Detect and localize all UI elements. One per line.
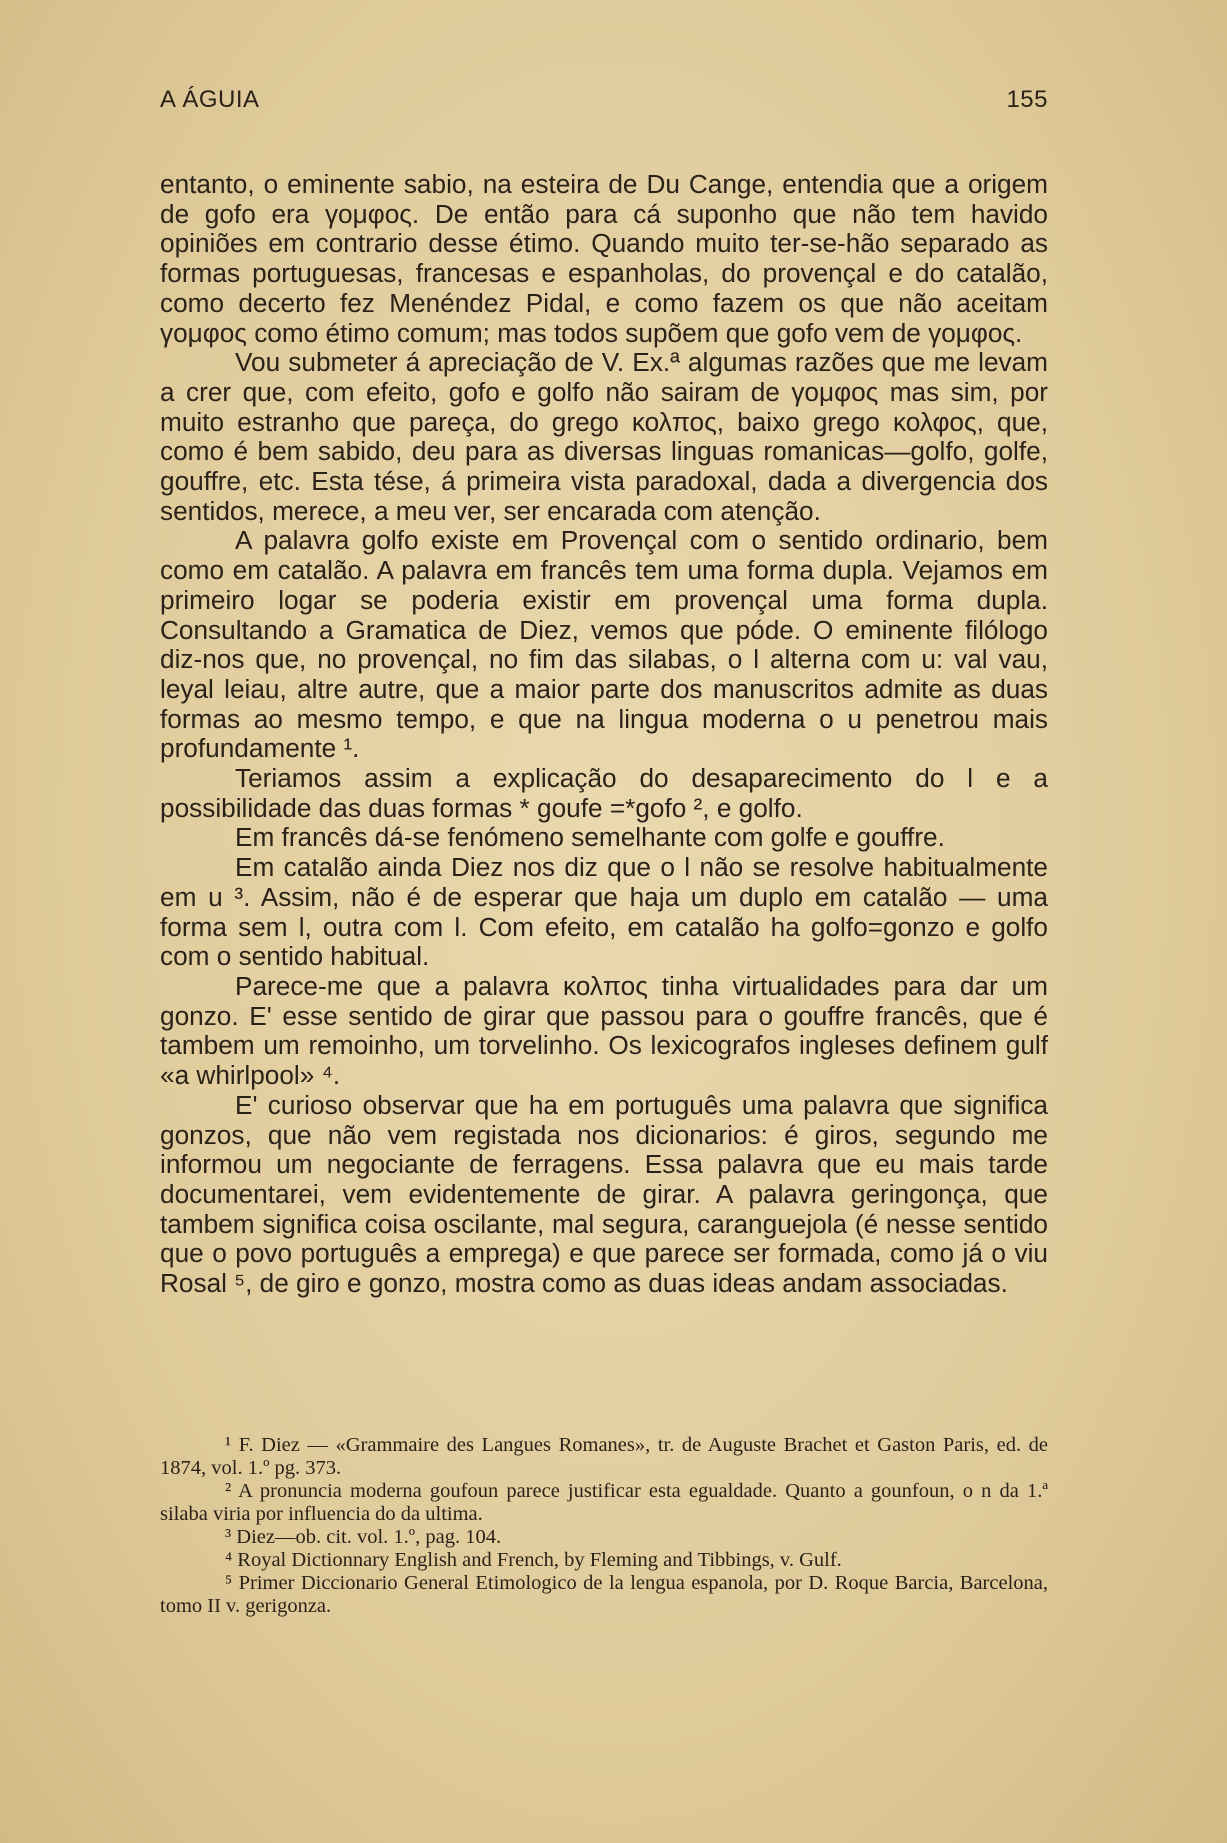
paragraph: E' curioso observar que ha em português uma palavra que significa gonzos, que não vem registada nos dicionarios: é giros, segundo me informou um negociante de ferragens. Essa palavra que eu mais tarde documentarei, vem evidentemente de girar. A palavra geringonça, que tambem significa coisa oscilante, mal segura, caranguejola (é nesse sentido que o povo português a emprega) e que parece ser formada, como já o viu Rosal ⁵, de giro e gonzo, mostra como as duas ideas andam associadas. [160, 1089, 1048, 1299]
paragraph: Em catalão ainda Diez nos diz que o l não se resolve habitualmente em u ³. Assim, não é de esperar que haja um duplo em catalão — uma forma sem l, outra com l. Com efeito, em catalão ha golfo=gonzo e golfo com o sentido habitual. [160, 852, 1048, 972]
footnote: ¹ F. Diez — «Grammaire des Langues Romanes», tr. de Auguste Brachet et Gaston Paris, ed. de 1874, vol. 1.º pg. 373. [160, 1434, 1048, 1479]
footnote: ³ Diez—ob. cit. vol. 1.º, pag. 104. [225, 1526, 502, 1548]
paragraph: A palavra golfo existe em Provençal com o sentido ordinario, bem como em catalão. A palavra em francês tem uma forma dupla. Vejamos em primeiro logar se poderia existir em provençal uma forma dupla. Consultando a Gramatica de Diez, vemos que póde. O eminente filólogo diz-nos que, no provençal, no fim das silabas, o l alterna com u: val vau, leyal leiau, altre autre, que a maior parte dos manuscritos admite as duas formas ao mesmo tempo, e que na lingua moderna o u penetrou mais profundamente ¹. [160, 525, 1048, 764]
footnote: ⁵ Primer Diccionario General Etimologico de la lengua espanola, por D. Roque Barcia, Barcelona, tomo II v. gerigonza. [160, 1572, 1048, 1617]
page-number: 155 [1006, 86, 1048, 113]
running-header [160, 86, 1048, 126]
footnotes [160, 1434, 1048, 1618]
footnote: ² A pronuncia moderna goufoun parece justificar esta egualdade. Quanto a gounfoun, o n da 1.ª silaba viria por influencia do da ultima. [160, 1480, 1048, 1525]
paragraph: Em francês dá-se fenómeno semelhante com golfe e gouffre. [235, 822, 945, 853]
paragraph: Parece-me que a palavra κολπος tinha virtualidades para dar um gonzo. E' esse sentido de girar que passou para o gouffre francês, que é tambem um remoinho, um torvelinho. Os lexicografos ingleses definem gulf «a whirlpool» ⁴. [160, 970, 1048, 1091]
footnote: ⁴ Royal Dictionnary English and French, by Fleming and Tibbings, v. Gulf. [225, 1549, 842, 1571]
paragraph: entanto, o eminente sabio, na esteira de Du Cange, entendia que a origem de gofo era γομφος. De então para cá suponho que não tem havido opiniões em contrario desse étimo. Quando muito ter-se-hão separado as formas portuguesas, francesas e espanholas, do provençal e do catalão, como decerto fez Menéndez Pidal, e como fazem os que não aceitam γομφος como étimo comum; mas todos supõem que gofo vem de γομφος. [160, 169, 1048, 348]
body-text [160, 170, 1048, 1299]
paragraph: Teriamos assim a explicação do desaparecimento do l e a possibilidade das duas formas * goufe =*gofo ², e golfo. [160, 763, 1048, 823]
paragraph: Vou submeter á apreciação de V. Ex.ª algumas razões que me levam a crer que, com efeito, gofo e golfo não sairam de γομφος mas sim, por muito estranho que pareça, do grego κολπος, baixo grego κολφος, que, como é bem sabido, deu para as diversas linguas romanicas—golfo, golfe, gouffre, etc. Esta tése, á primeira vista paradoxal, dada a divergencia dos sentidos, merece, a meu ver, ser encarada com atenção. [160, 347, 1048, 526]
journal-title: A ÁGUIA [160, 86, 260, 113]
